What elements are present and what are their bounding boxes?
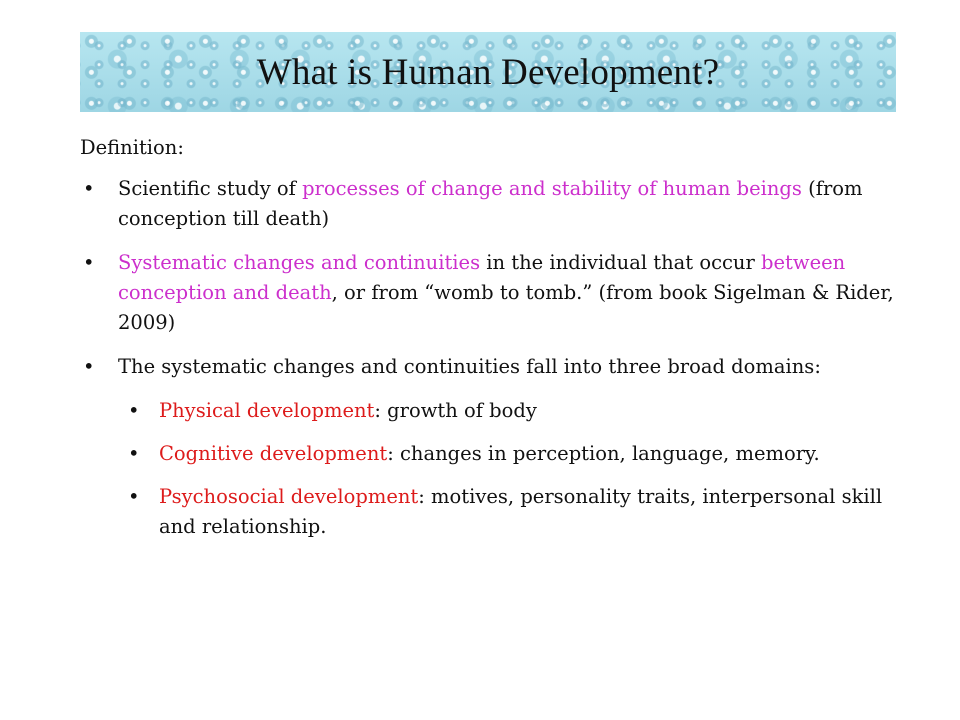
domain-term: Psychosocial development [159,485,419,508]
domain-term: Cognitive development [159,442,388,465]
highlight-processes: processes of change and stability of human beings [302,177,802,200]
definition-label: Definition: [80,136,184,159]
domain-term: Physical development [159,399,375,422]
bullet-text: , or from “womb to tomb.” (from book Sigelman & Rider, 2009) [118,281,894,334]
bullet-text: The systematic changes and continuities fall into three broad domains: [118,355,821,378]
bullet-scientific-study [80,174,916,234]
domain-desc: : growth of body [374,399,537,422]
bullet-systematic-changes [80,248,916,338]
highlight-conception-death: between conception and death [118,251,846,304]
bullet-text: Scientific study of [118,177,303,200]
title-banner [80,32,896,112]
domain-item-cognitive [80,439,916,469]
highlight-systematic-changes: Systematic changes and continuities [118,251,481,274]
bullet-text: (from conception till death) [118,177,863,230]
bullet-three-domains [80,352,916,382]
bullet-text: in the individual that occur [480,251,762,274]
domain-item-physical [80,396,916,426]
domain-desc: : changes in perception, language, memory. [387,442,820,465]
slide-body [80,133,916,555]
slide-title: What is Human Development? [256,51,720,93]
domain-desc: : motives, personality traits, interpersonal skill and relationship. [159,485,883,538]
domain-item-psychosocial [80,482,916,542]
